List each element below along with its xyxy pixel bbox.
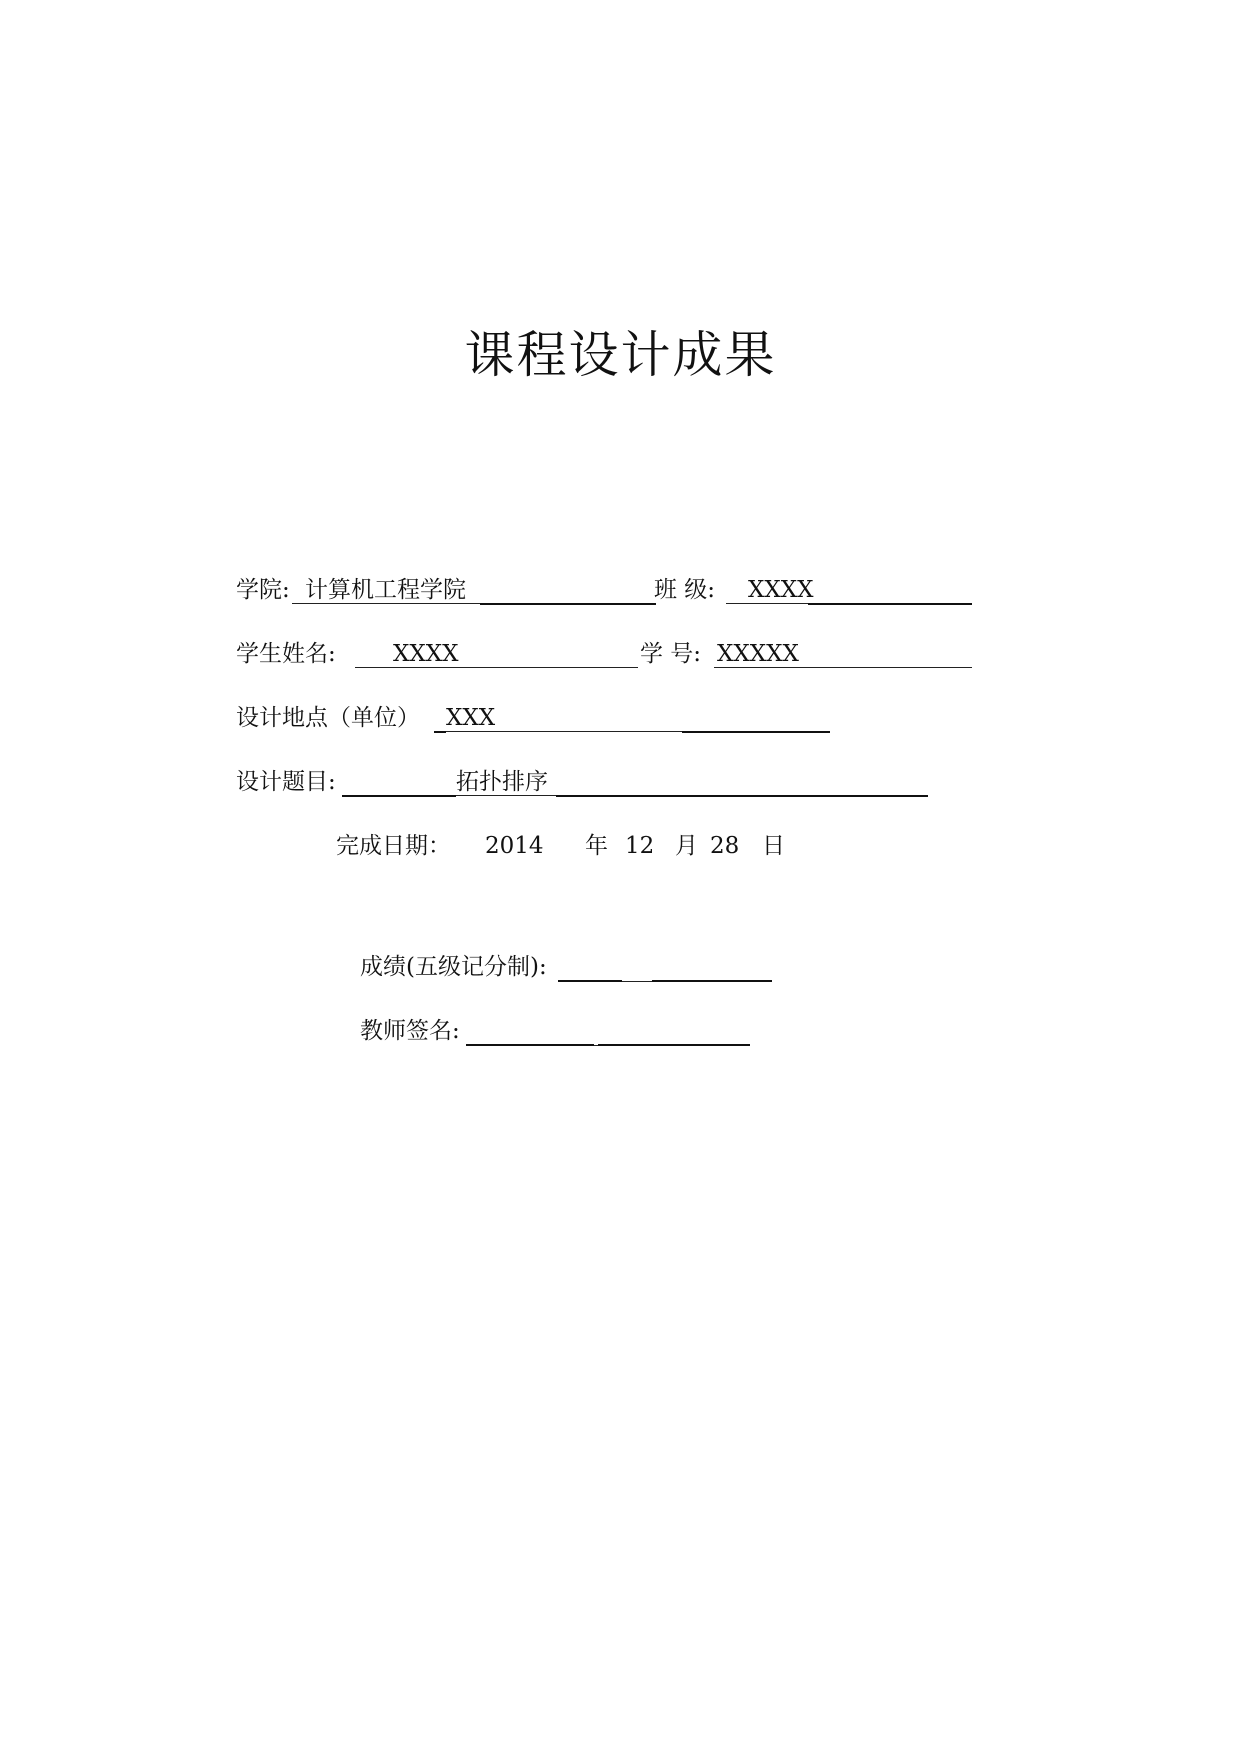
college-row	[236, 573, 996, 607]
year-unit: 年	[585, 833, 608, 859]
grade-underline	[558, 980, 622, 982]
topic-underline-tail	[556, 795, 928, 797]
grade-underline-end	[652, 980, 772, 982]
grade-row	[360, 950, 820, 984]
location-underline	[446, 731, 682, 732]
topic-underline-lead	[342, 795, 456, 797]
completion-month: 12	[625, 833, 655, 859]
location-row	[236, 701, 936, 735]
grade-underline-mid	[622, 981, 652, 982]
student-id-underline	[714, 667, 972, 668]
month-unit: 月	[675, 833, 698, 859]
completion-date-row	[336, 829, 856, 863]
college-label: 学院:	[236, 577, 290, 603]
teacher-signature-underline	[466, 1044, 594, 1046]
class-underline-bold	[808, 603, 972, 605]
location-value: XXX	[446, 705, 496, 731]
completion-date-label: 完成日期：	[336, 833, 451, 859]
college-value: 计算机工程学院	[305, 577, 466, 603]
page-title: 课程设计成果	[464, 326, 777, 384]
class-underline	[726, 603, 808, 604]
student-name-label: 学生姓名:	[236, 641, 336, 667]
student-name-value: XXXX	[393, 641, 459, 667]
student-id-label: 学 号:	[640, 641, 702, 667]
teacher-signature-underline-end	[598, 1044, 750, 1046]
topic-value: 拓扑排序	[456, 769, 548, 795]
teacher-signature-label: 教师签名:	[360, 1018, 460, 1044]
student-name-underline	[355, 667, 638, 668]
student-id-value: XXXXX	[717, 641, 799, 667]
class-label: 班 级:	[654, 577, 716, 603]
day-unit: 日	[762, 833, 785, 859]
college-underline-bold	[480, 603, 656, 605]
location-underline-bold	[682, 731, 830, 733]
topic-row	[236, 765, 936, 799]
topic-underline	[456, 795, 556, 796]
topic-label: 设计题目:	[236, 769, 336, 795]
class-value: XXXX	[748, 577, 814, 603]
student-row	[236, 637, 996, 671]
completion-year: 2014	[485, 833, 544, 859]
grade-label: 成绩(五级记分制):	[360, 954, 547, 980]
location-underline-start	[434, 731, 446, 733]
completion-day: 28	[710, 833, 740, 859]
teacher-signature-row	[360, 1014, 820, 1048]
location-label: 设计地点（单位）	[236, 705, 420, 731]
